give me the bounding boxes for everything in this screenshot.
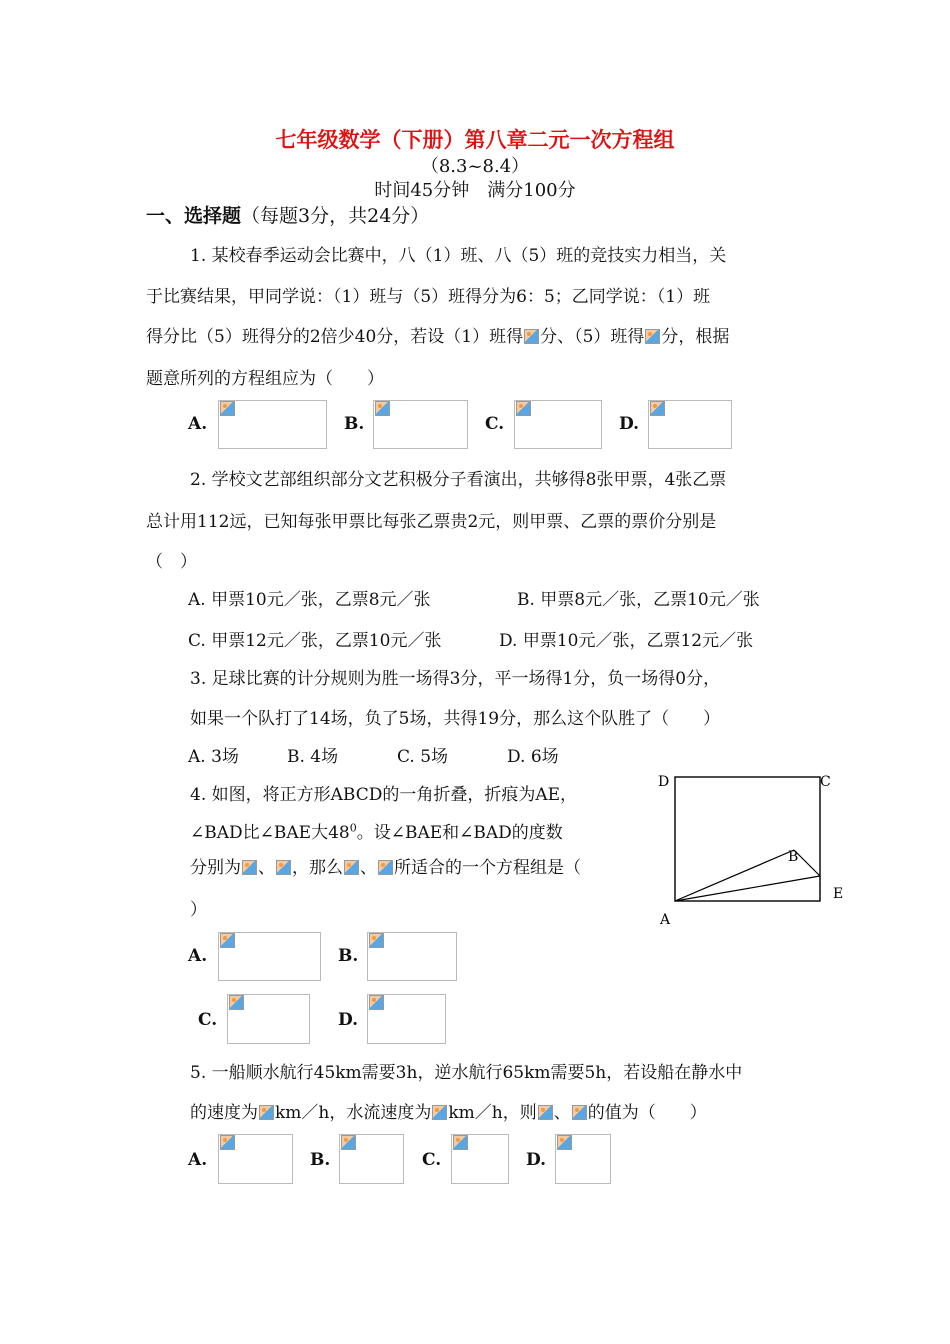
q5-option-c-image [451,1134,509,1184]
broken-image-icon [538,1105,553,1120]
q1-text-c: 分，根据 [661,327,730,347]
broken-image-icon [220,933,235,948]
q1-option-d-image [648,400,732,449]
q3-line1: 3. 足球比赛的计分规则为胜一场得3分，平一场得1分，负一场得0分， [190,669,721,689]
q5-text-d: 、 [553,1103,571,1123]
q2-option-b: B. 甲票8元／张，乙票10元／张 [517,590,760,610]
label-a: A [660,912,671,928]
q4-line3 [190,853,581,878]
q1-option-c-label: C. [485,414,505,434]
q3-option-b: B. 4场 [287,747,339,767]
label-c: C [820,774,831,790]
q4-option-d-label: D. [338,1010,359,1030]
q1-text-b: 分、（5）班得 [540,327,645,347]
broken-image-icon [375,401,390,416]
q2-option-a: A. 甲票10元／张，乙票8元／张 [188,590,431,610]
broken-image-icon [242,860,257,875]
section-title: 一、选择题 [146,205,242,227]
q4-option-b-label: B. [338,946,359,966]
section-note: （每题3分，共24分） [241,205,430,227]
fold-line-ae [675,876,820,901]
q1-line2: 于比赛结果，甲同学说：（1）班与（5）班得分为6：5；乙同学说：（1）班 [146,287,711,307]
q5-text-a: 的速度为 [190,1103,258,1123]
q4-text-g: 所适合的一个方程组是（ [394,858,581,878]
broken-image-icon [453,1135,468,1150]
broken-image-icon [524,329,539,344]
q5-text-b: km／h，水流速度为 [275,1103,432,1123]
broken-image-icon [276,860,291,875]
q5-option-a-image [218,1134,293,1184]
q4-line4: ） [190,900,207,920]
q1-option-d-label: D. [619,414,640,434]
broken-image-icon [369,933,384,948]
q4-option-b-image [367,932,457,981]
q2-line1: 2. 学校文艺部组织部分文艺积极分子看演出，共够得8张甲票，4张乙票 [190,470,727,490]
broken-image-icon [557,1135,572,1150]
square-abcd [675,777,820,901]
q1-line4: 题意所列的方程组应为（ ） [146,369,384,389]
q1-option-b-label: B. [344,414,365,434]
q5-option-d-image [555,1134,611,1184]
label-e: E [833,886,844,902]
q4-line2 [190,818,563,843]
q2-line3: （ ） [146,552,197,572]
q4-line1: 4. 如图，将正方形ABCD的一角折叠，折痕为AE， [190,785,578,805]
q4-option-c-image [227,994,310,1044]
broken-image-icon [645,329,660,344]
q3-line2: 如果一个队打了14场，负了5场，共得19分，那么这个队胜了（ ） [190,709,721,729]
broken-image-icon [220,401,235,416]
q5-text-e: 的值为（ ） [587,1103,707,1123]
q4-option-a-image [218,932,321,981]
q1-option-a-label: A. [188,414,208,434]
label-d: D [658,774,670,790]
q4-text-a: ∠BAD比∠BAE大48 [190,823,350,843]
q1-option-a-image [218,400,327,449]
broken-image-icon [369,995,384,1010]
q3-option-a: A. 3场 [188,747,239,767]
q4-text-e: ，那么 [292,858,343,878]
q4-degree-sup: 0 [349,821,357,835]
q4-text-c: 分别为 [190,858,241,878]
q4-text-b: 。设∠BAE和∠BAD的度数 [356,823,563,843]
q4-text-d: 、 [258,858,275,878]
q5-option-a-label: A. [188,1150,208,1170]
q5-option-c-label: C. [422,1150,442,1170]
broken-image-icon [229,995,244,1010]
label-b: B [788,849,799,865]
broken-image-icon [516,401,531,416]
q1-text-a: 得分比（5）班得分的2倍少40分，若设（1）班得 [146,327,524,347]
broken-image-icon [650,401,665,416]
q1-option-c-image [514,400,602,449]
q2-option-c: C. 甲票12元／张，乙票10元／张 [188,631,442,651]
broken-image-icon [220,1135,235,1150]
q5-option-d-label: D. [526,1150,547,1170]
q4-option-d-image [367,994,446,1044]
q1-line1: 1. 某校春季运动会比赛中，八（1）班、八（5）班的竞技实力相当，关 [190,246,727,266]
line-ab-folded [675,850,794,901]
q5-line2 [190,1098,707,1123]
q5-option-b-image [339,1134,404,1184]
broken-image-icon [572,1105,587,1120]
q5-line1: 5. 一船顺水航行45km需要3h，逆水航行65km需要5h，若设船在静水中 [190,1063,743,1083]
broken-image-icon [341,1135,356,1150]
page-title: 七年级数学（下册）第八章二元一次方程组 [275,127,675,152]
q3-option-d: D. 6场 [507,747,559,767]
exam-time: 时间45分钟 满分100分 [374,180,576,201]
q4-square-figure [650,766,850,936]
broken-image-icon [344,860,359,875]
q2-option-d: D. 甲票10元／张，乙票12元／张 [499,631,754,651]
broken-image-icon [432,1105,447,1120]
section-heading [146,201,429,228]
q5-option-b-label: B. [310,1150,331,1170]
q4-text-f: 、 [360,858,377,878]
q5-text-c: km／h，则 [448,1103,537,1123]
q2-line2: 总计用112远，已知每张甲票比每张乙票贵2元，则甲票、乙票的票价分别是 [146,512,717,532]
broken-image-icon [259,1105,274,1120]
q4-option-a-label: A. [188,946,208,966]
q1-line3 [146,322,729,347]
broken-image-icon [378,860,393,875]
chapter-range: （8.3~8.4） [420,156,530,177]
q4-option-c-label: C. [198,1010,218,1030]
q1-option-b-image [373,400,468,449]
q3-option-c: C. 5场 [397,747,449,767]
